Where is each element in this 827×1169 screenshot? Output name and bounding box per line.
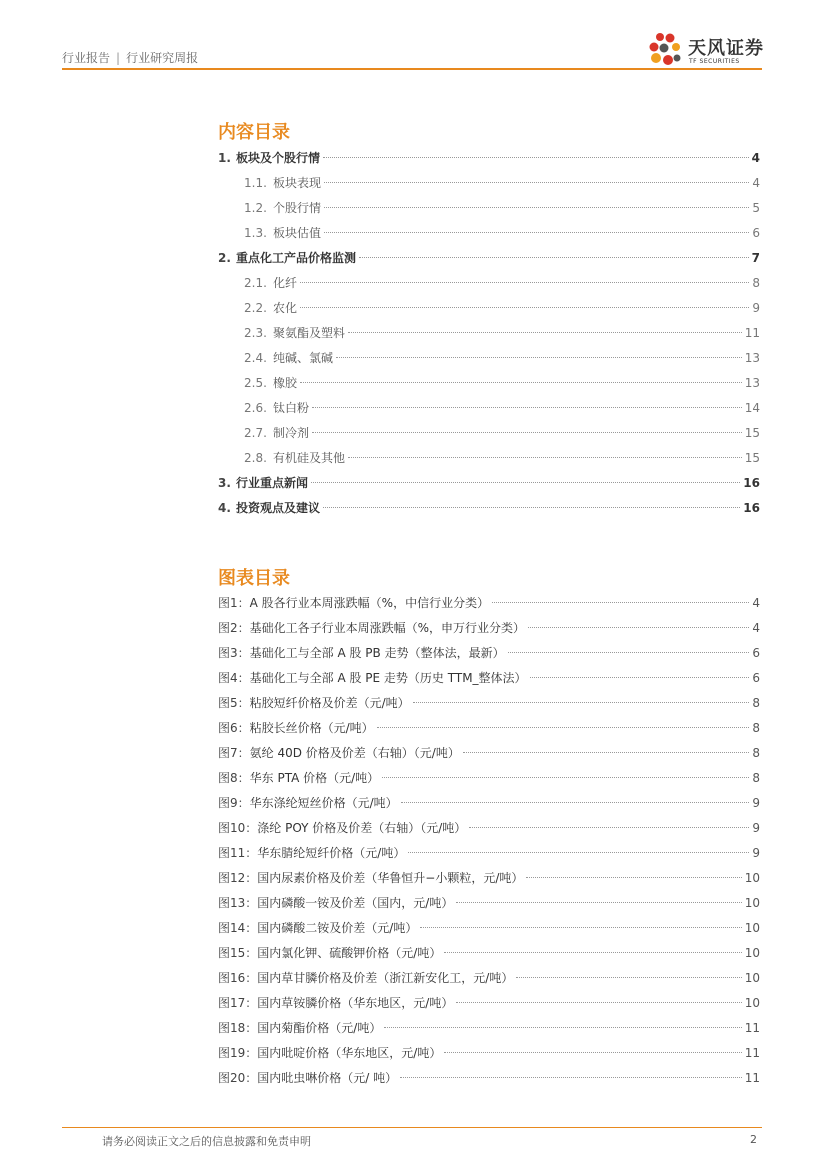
toc-entry[interactable] [244,199,760,217]
toc-entry[interactable] [244,274,760,292]
figure-page: 4 [752,596,760,610]
dot-leader [382,777,749,778]
figure-title: 国内菊酯价格（元/吨） [257,1021,382,1035]
figure-entry[interactable] [218,794,760,812]
figures-title: 图表目录 [218,568,290,589]
figure-page: 6 [752,646,760,660]
figure-entry[interactable] [218,994,760,1012]
figure-page: 10 [744,921,760,935]
toc-entry-title: 制冷剂 [273,426,310,440]
figure-label: 图1： [218,596,250,610]
toc-entry-number: 2.4. [244,351,267,365]
toc-entry-page: 6 [752,226,760,240]
figure-entry[interactable] [218,1044,760,1062]
figure-page: 4 [752,621,760,635]
toc-entry-page: 13 [744,351,760,365]
dot-leader [336,357,742,358]
figure-label: 图20： [218,1071,258,1085]
toc-entry-page: 4 [751,151,760,165]
figure-page: 9 [752,796,760,810]
figure-label: 图14： [218,921,258,935]
figure-title: 粘胶短纤价格及价差（元/吨） [249,696,410,710]
toc-entry-title: 橡胶 [273,376,298,390]
figure-label: 图2： [218,621,250,635]
company-logo [646,28,771,72]
toc-entry[interactable] [244,174,760,192]
figure-title: 基础化工与全部 A 股 PE 走势（历史 TTM_整体法） [249,671,527,685]
figure-label: 图18： [218,1021,258,1035]
dot-leader [469,827,749,828]
dot-leader [384,1027,741,1028]
report-type: 行业报告 [62,51,111,65]
figure-entry[interactable] [218,644,760,662]
figure-page: 11 [744,1046,760,1060]
dot-leader [311,482,740,483]
figure-page: 10 [744,996,760,1010]
toc-entry[interactable] [244,349,760,367]
header-rule [62,68,762,70]
toc-entry-title: 板块估值 [273,226,322,240]
toc-entry-title: 板块及个股行情 [236,151,321,165]
toc-entry-title: 行业重点新闻 [236,476,309,490]
figure-page: 10 [744,871,760,885]
dot-leader [530,677,750,678]
toc-entry-page: 13 [744,376,760,390]
figure-entry[interactable] [218,719,760,737]
figure-title: 涤纶 POY 价格及价差（右轴）（元/吨） [257,821,467,835]
figure-page: 10 [744,896,760,910]
figure-entry[interactable] [218,894,760,912]
page-number: 2 [750,1133,757,1146]
toc-entry-number: 2.1. [244,276,267,290]
toc-entry-number: 2.5. [244,376,267,390]
toc-entry-number: 3. [218,476,231,490]
toc-entry[interactable] [218,149,760,167]
toc-entry-page: 15 [744,426,760,440]
dot-leader [444,1052,741,1053]
toc-entry-title: 化纤 [273,276,298,290]
dot-leader [323,157,749,158]
toc-entry-title: 个股行情 [273,201,322,215]
dot-leader [300,382,742,383]
toc-entry-number: 1.1. [244,176,267,190]
figure-entry[interactable] [218,844,760,862]
figure-label: 图9： [218,796,250,810]
toc-entry[interactable] [218,499,760,517]
toc-entry-number: 1.2. [244,201,267,215]
figure-title: 基础化工各子行业本周涨跌幅（%，申万行业分类） [249,621,526,635]
dot-leader [324,232,749,233]
toc-entry-number: 2.3. [244,326,267,340]
figure-title: 国内吡啶价格（华东地区，元/吨） [257,1046,442,1060]
toc-entry-title: 聚氨酯及塑料 [273,326,346,340]
figure-label: 图6： [218,721,250,735]
breadcrumb-separator: | [116,51,121,65]
dot-leader [348,332,742,333]
dot-leader [420,927,741,928]
toc-entry-page: 15 [744,451,760,465]
dot-leader [401,802,750,803]
toc-entry[interactable] [244,374,760,392]
figure-title: 国内草甘膦价格及价差（浙江新安化工，元/吨） [257,971,514,985]
figure-page: 11 [744,1071,760,1085]
dot-leader [348,457,742,458]
figure-title: 华东涤纶短丝价格（元/吨） [249,796,398,810]
dot-leader [516,977,741,978]
figure-entry[interactable] [218,619,760,637]
toc-entry-page: 9 [752,301,760,315]
toc-entry-title: 重点化工产品价格监测 [236,251,357,265]
brand-name-en: TF SECURITIES [689,58,740,65]
toc-entry[interactable] [218,249,760,267]
figure-title: 基础化工与全部 A 股 PB 走势（整体法，最新） [249,646,505,660]
figure-title: 华东腈纶短纤价格（元/吨） [257,846,406,860]
dot-leader [492,602,749,603]
figure-entry[interactable] [218,694,760,712]
brand-name-cn: 天风证券 [688,38,764,59]
dot-leader [312,407,742,408]
figure-label: 图17： [218,996,258,1010]
figure-page: 6 [752,671,760,685]
dot-leader [300,282,749,283]
figure-entry[interactable] [218,744,760,762]
toc-entry-page: 4 [752,176,760,190]
figure-title: 国内尿素价格及价差（华鲁恒升−小颗粒，元/吨） [257,871,524,885]
figure-entry[interactable] [218,969,760,987]
figure-page: 11 [744,1021,760,1035]
figure-title: 国内氯化钾、硫酸钾价格（元/吨） [257,946,442,960]
figure-entry[interactable] [218,1019,760,1037]
dot-leader [528,627,749,628]
figure-title: 国内磷酸一铵及价差（国内，元/吨） [257,896,454,910]
toc-entry-title: 投资观点及建议 [236,501,321,515]
footer-rule [62,1127,762,1128]
figure-page: 8 [752,771,760,785]
toc-entry-title: 农化 [273,301,298,315]
figure-entry[interactable] [218,669,760,687]
dot-leader [456,1002,741,1003]
toc-entry[interactable] [244,399,760,417]
figure-entry[interactable] [218,944,760,962]
toc-entry-page: 16 [743,501,760,515]
figure-page: 8 [752,696,760,710]
toc-entry[interactable] [244,449,760,467]
toc-entry-page: 11 [744,326,760,340]
toc-title: 内容目录 [218,122,290,143]
toc-entry[interactable] [244,299,760,317]
report-breadcrumb [62,49,198,66]
toc-entry-page: 16 [743,476,760,490]
toc-entry-number: 2.7. [244,426,267,440]
toc-entry[interactable] [244,224,760,242]
report-series: 行业研究周报 [126,51,199,65]
figure-label: 图7： [218,746,250,760]
toc-entry-number: 2.2. [244,301,267,315]
figure-label: 图4： [218,671,250,685]
dot-leader [312,432,742,433]
figure-page: 8 [752,721,760,735]
figure-page: 8 [752,746,760,760]
toc-entry-number: 1. [218,151,231,165]
flower-logo-icon [646,28,688,72]
figure-entry[interactable] [218,869,760,887]
figure-page: 9 [752,846,760,860]
figure-title: 国内吡虫啉价格（元/ 吨） [257,1071,398,1085]
toc-entry-number: 2.6. [244,401,267,415]
figure-title: 华东 PTA 价格（元/吨） [249,771,380,785]
figure-label: 图16： [218,971,258,985]
figure-entry[interactable] [218,1069,760,1087]
figure-label: 图15： [218,946,258,960]
figure-label: 图8： [218,771,250,785]
figure-title: 氨纶 40D 价格及价差（右轴）（元/吨） [249,746,460,760]
toc-entry[interactable] [218,474,760,492]
figure-page: 9 [752,821,760,835]
figure-label: 图19： [218,1046,258,1060]
toc-entry-title: 钛白粉 [273,401,310,415]
dot-leader [463,752,750,753]
dot-leader [400,1077,742,1078]
figure-label: 图3： [218,646,250,660]
figure-label: 图11： [218,846,258,860]
figure-label: 图12： [218,871,258,885]
toc-entry-number: 2. [218,251,231,265]
figure-entry[interactable] [218,769,760,787]
toc-entry[interactable] [244,324,760,342]
footer-disclaimer: 请务必阅读正文之后的信息披露和免责申明 [102,1135,311,1148]
dot-leader [323,507,740,508]
figure-page: 10 [744,971,760,985]
toc-entry-page: 8 [752,276,760,290]
figure-entry[interactable] [218,919,760,937]
toc-entry-title: 板块表现 [273,176,322,190]
toc-entry-number: 2.8. [244,451,267,465]
figure-title: 国内草铵膦价格（华东地区，元/吨） [257,996,454,1010]
figure-title: 粘胶长丝价格（元/吨） [249,721,374,735]
toc-entry-title: 纯碱、氯碱 [273,351,334,365]
toc-entry-page: 5 [752,201,760,215]
toc-entry[interactable] [244,424,760,442]
figure-entry[interactable] [218,819,760,837]
toc-entry-number: 4. [218,501,231,515]
dot-leader [324,207,749,208]
dot-leader [324,182,749,183]
figure-label: 图13： [218,896,258,910]
dot-leader [456,902,741,903]
dot-leader [300,307,749,308]
figure-page: 10 [744,946,760,960]
toc-entry-title: 有机硅及其他 [273,451,346,465]
figure-label: 图5： [218,696,250,710]
figure-label: 图10： [218,821,258,835]
dot-leader [444,952,741,953]
figure-title: A 股各行业本周涨跌幅（%，中信行业分类） [249,596,490,610]
dot-leader [413,702,750,703]
dot-leader [377,727,750,728]
toc-entry-number: 1.3. [244,226,267,240]
figure-entry[interactable] [218,594,760,612]
figure-title: 国内磷酸二铵及价差（元/吨） [257,921,418,935]
dot-leader [508,652,750,653]
toc-entry-page: 14 [744,401,760,415]
dot-leader [526,877,741,878]
dot-leader [359,257,749,258]
dot-leader [408,852,749,853]
toc-entry-page: 7 [751,251,760,265]
